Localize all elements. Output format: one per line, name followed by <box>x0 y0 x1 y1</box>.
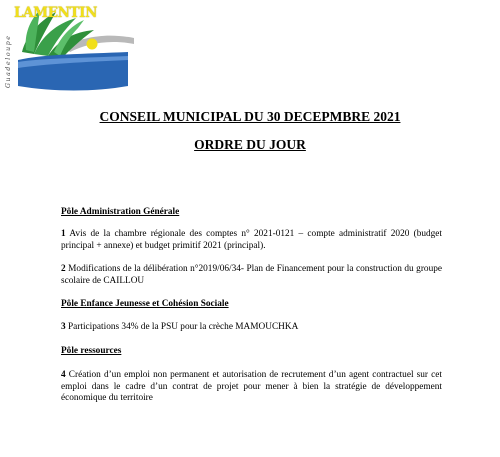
section-heading: Pôle Administration Générale <box>61 207 180 217</box>
logo-region-text: Guadeloupe <box>5 34 12 88</box>
document-title: CONSEIL MUNICIPAL DU 30 DECEPMBRE 2021 <box>99 109 401 124</box>
item-number: 3 <box>61 322 66 332</box>
agenda-item <box>61 322 442 334</box>
item-number: 2 <box>61 264 66 274</box>
item-number: 1 <box>61 229 66 239</box>
section-heading: Pôle ressources <box>61 346 122 356</box>
item-text: Avis de la chambre régionale des comptes n° 2021-0121 – compte administratif 2020 (budget principal + annexe) et budget primitif 2021 (principal). <box>61 229 443 251</box>
logo-wordmark: LAMENTIN <box>14 5 98 21</box>
item-text: Création d’un emploi non permanent et autorisation de recrutement d’un agent contractuel sur cet emploi dans le cadre d’un contrat de projet pour mener à bien la stratégie de développement économique du territoire <box>61 370 442 403</box>
agenda-item <box>61 370 442 405</box>
section-heading: Pôle Enfance Jeunesse et Cohésion Sociale <box>61 299 229 309</box>
document-subtitle: ORDRE DU JOUR <box>194 137 306 152</box>
agenda-item <box>61 229 442 252</box>
item-number: 4 <box>61 370 66 380</box>
agenda-item <box>61 264 442 287</box>
item-text: Participations 34% de la PSU pour la crèche MAMOUCHKA <box>67 322 299 332</box>
municipality-logo <box>4 2 138 98</box>
item-text: Modifications de la délibération n°2019/06/34- Plan de Financement pour la construction du groupe scolaire de CAILLOU <box>61 264 442 286</box>
